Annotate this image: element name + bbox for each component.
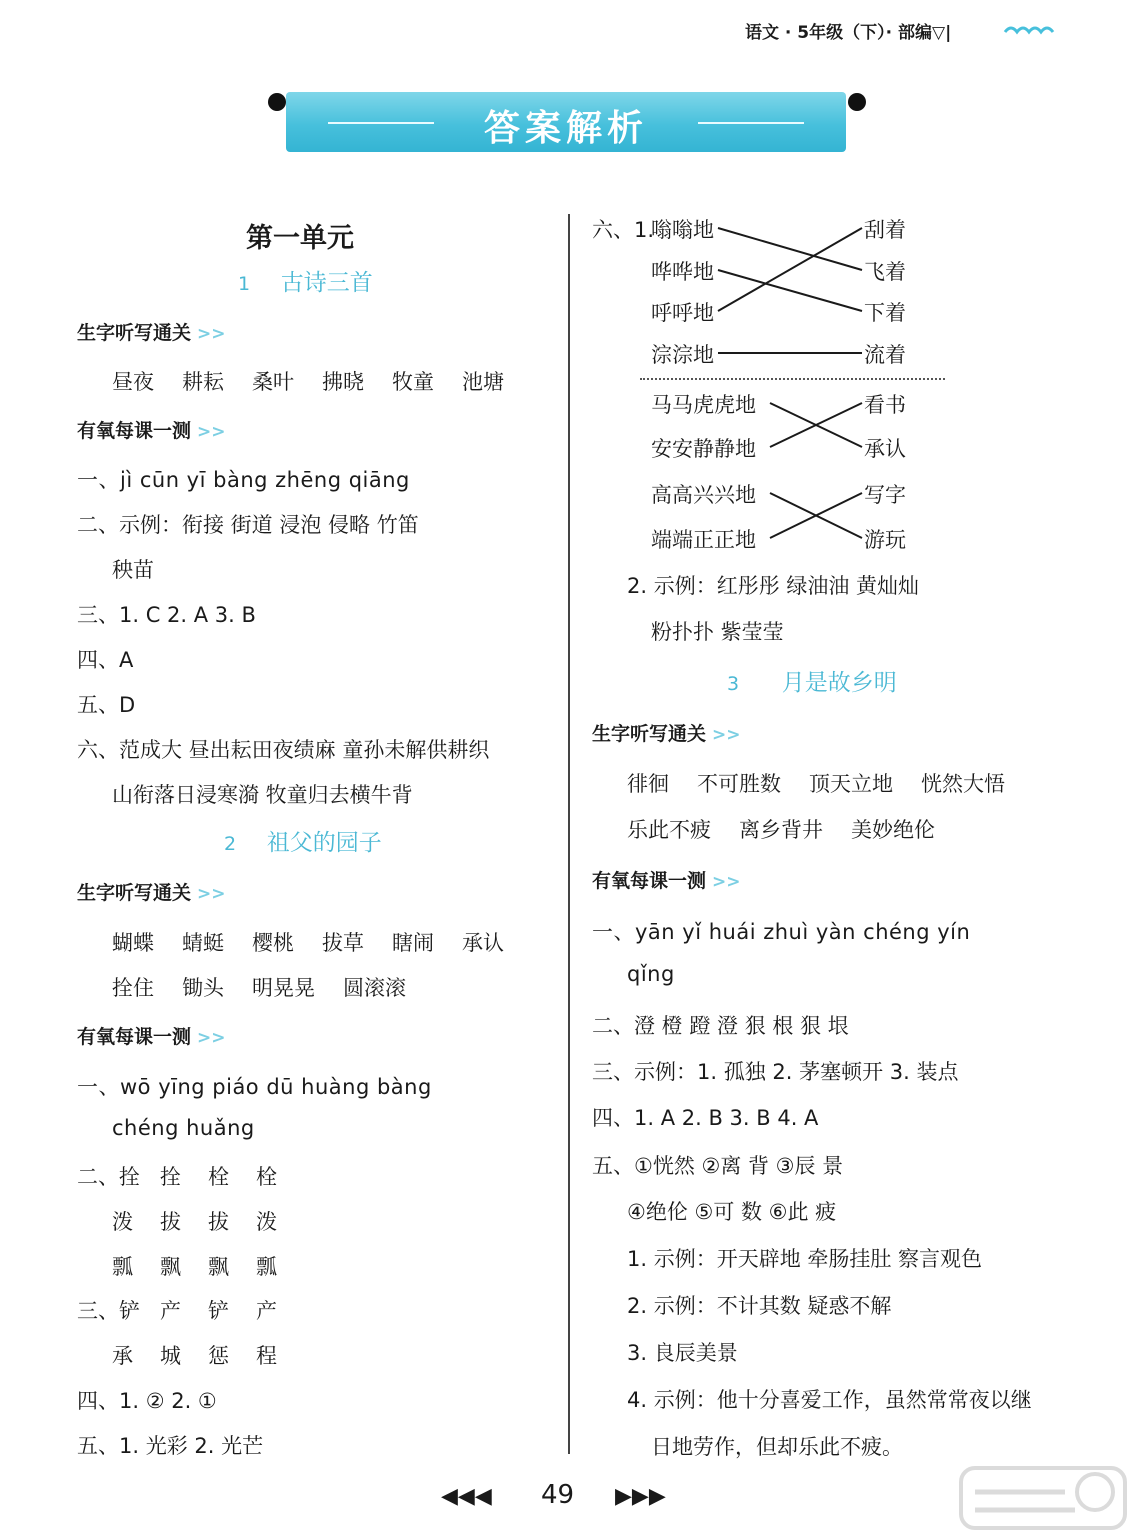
word-item: 离乡背井 (739, 818, 823, 842)
match-left-item: 哗哗地 (651, 260, 714, 284)
l3-q2: 二、澄 橙 蹬 澄 狠 根 狠 垠 (592, 1014, 849, 1038)
word-item: 樱桃 (252, 931, 294, 955)
grid-char: 瓢 (256, 1255, 277, 1279)
l1-q6: 六、范成大 昼出耘田夜绩麻 童孙未解供耕织 (77, 738, 490, 762)
banner-title: 答案解析 (483, 108, 648, 149)
word-item: 徘徊 (627, 772, 669, 796)
l3-q5-1: 1. 示例：开天辟地 牵肠挂肚 察言观色 (627, 1247, 983, 1271)
next-page-icon[interactable]: ▶▶▶ (615, 1484, 666, 1509)
word-item: 池塘 (462, 370, 504, 394)
grid-char: 程 (256, 1344, 277, 1368)
lesson-2-heading: 2 祖父的园子 (224, 830, 382, 856)
l3-words-1 (627, 768, 1033, 798)
l1-q5: 五、D (77, 693, 136, 717)
grid-char: 铲 (208, 1299, 229, 1323)
match-right-item: 下着 (864, 301, 906, 325)
grid-char: 承 (112, 1344, 133, 1368)
grid-char: 飘 (208, 1255, 229, 1279)
word-item: 不可胜数 (697, 772, 781, 796)
watermark-logo-icon (955, 1462, 1131, 1534)
match-right-item: 写字 (864, 483, 906, 507)
match-left-item: 马马虎虎地 (651, 393, 756, 417)
match-line (718, 228, 862, 270)
grid-char: 拔 (160, 1210, 181, 1234)
match-right-item: 看书 (864, 393, 906, 417)
grid-char: 二、拴 (77, 1165, 140, 1189)
l1-q2-cont: 秧苗 (112, 558, 154, 582)
unit-title: 第一单元 (246, 223, 354, 254)
l3-q5-2: 2. 示例：不计其数 疑惑不解 (627, 1294, 892, 1318)
q6-2: 2. 示例：红彤彤 绿油油 黄灿灿 (627, 574, 920, 598)
match-left-item: 高高兴兴地 (651, 483, 756, 507)
grid-char: 城 (160, 1344, 181, 1368)
grid-char: 飘 (160, 1255, 181, 1279)
match-left-item: 呼呼地 (651, 301, 714, 325)
match-right-item: 刮着 (864, 218, 906, 242)
word-item: 昼夜 (112, 370, 154, 394)
grid-char: 瓢 (112, 1255, 133, 1279)
l2-q1-cont: chéng huǎng (112, 1116, 255, 1140)
grid-char: 三、铲 (77, 1299, 140, 1323)
page-number: 49 (541, 1480, 575, 1510)
match-left-item: 淙淙地 (651, 343, 714, 367)
l3-q1: 一、yān yǐ huái zhuì yàn chéng yín (592, 920, 971, 944)
l3-q3: 三、示例：1. 孤独 2. 茅塞顿开 3. 装点 (592, 1060, 959, 1084)
word-item: 拂晓 (322, 370, 364, 394)
match-left-item: 嗡嗡地 (651, 218, 714, 242)
word-item: 恍然大悟 (921, 772, 1005, 796)
l1-q4: 四、A (77, 648, 134, 672)
section-dictation-3: 生字听写通关 >> (592, 723, 741, 745)
match-right-item: 飞着 (864, 260, 906, 284)
l3-words-2 (627, 814, 963, 844)
lesson-3-heading: 3 月是故乡明 (727, 670, 897, 696)
l3-q5-3: 3. 良辰美景 (627, 1341, 738, 1365)
match-right-item: 承认 (864, 437, 906, 461)
word-item: 牧童 (392, 370, 434, 394)
l1-q6-cont: 山衔落日浸寒漪 牧童归去横牛背 (112, 783, 413, 807)
l3-q1-cont: qǐng (627, 962, 675, 986)
l3-q5-4-cont: 日地劳作，但却乐此不疲。 (651, 1435, 903, 1459)
word-item: 蜻蜓 (182, 931, 224, 955)
word-item: 美妙绝伦 (851, 818, 935, 842)
word-item: 桑叶 (252, 370, 294, 394)
word-item: 拴住 (112, 976, 154, 1000)
word-item: 耕耘 (182, 370, 224, 394)
grid-char: 产 (256, 1299, 277, 1323)
grid-char: 拴 (160, 1165, 181, 1189)
grid-char: 产 (160, 1299, 181, 1323)
book-header: 语文 · 5年级（下）· 部编▽| (745, 23, 952, 43)
l3-q5-4: 4. 示例：他十分喜爱工作，虽然常常夜以继 (627, 1388, 1032, 1412)
l2-q5: 五、1. 光彩 2. 光芒 (77, 1434, 264, 1458)
l1-q2: 二、示例：衔接 街道 浸泡 侵略 竹笛 (77, 513, 419, 537)
section-quiz-2: 有氧每课一测 >> (77, 1026, 226, 1048)
match-right-item: 流着 (864, 343, 906, 367)
word-item: 瞎闹 (392, 931, 434, 955)
q6-label: 六、1. (592, 218, 655, 242)
q6-2-cont: 粉扑扑 紫莹莹 (651, 620, 784, 644)
match-left-item: 端端正正地 (651, 528, 756, 552)
word-item: 拔草 (322, 931, 364, 955)
l3-q5: 五、①恍然 ②离 背 ③辰 景 (592, 1154, 844, 1178)
word-item: 圆滚滚 (343, 976, 406, 1000)
l3-q5-cont: ④绝伦 ⑤可 数 ⑥此 疲 (627, 1200, 837, 1224)
word-item: 顶天立地 (809, 772, 893, 796)
grid-char: 泼 (256, 1210, 277, 1234)
grid-char: 惩 (208, 1344, 229, 1368)
section-quiz: 有氧每课一测 >> (77, 420, 226, 442)
grid-char: 栓 (256, 1165, 277, 1189)
word-item: 明晃晃 (252, 976, 315, 1000)
word-item: 蝴蝶 (112, 931, 154, 955)
word-item: 锄头 (182, 976, 224, 1000)
section-dictation: 生字听写通关 >> (77, 322, 226, 344)
grid-char: 拔 (208, 1210, 229, 1234)
prev-page-icon[interactable]: ◀◀◀ (441, 1484, 492, 1509)
section-dictation-2: 生字听写通关 >> (77, 882, 226, 904)
l2-q4: 四、1. ② 2. ① (77, 1389, 217, 1413)
word-item: 承认 (462, 931, 504, 955)
l2-q1: 一、wō yīng piáo dū huàng bàng (77, 1075, 432, 1099)
match-right-item: 游玩 (864, 528, 906, 552)
section-quiz-3: 有氧每课一测 >> (592, 870, 741, 892)
match-line (718, 270, 862, 311)
match-line (718, 228, 862, 311)
l1-q1: 一、jì cūn yī bàng zhēng qiāng (77, 468, 410, 492)
grid-char: 泼 (112, 1210, 133, 1234)
grid-char: 栓 (208, 1165, 229, 1189)
match-left-item: 安安静静地 (651, 437, 756, 461)
l3-q4: 四、1. A 2. B 3. B 4. A (592, 1106, 819, 1130)
l1-q3: 三、1. C 2. A 3. B (77, 603, 256, 627)
lesson-1-heading: 1 古诗三首 (238, 270, 373, 296)
word-item: 乐此不疲 (627, 818, 711, 842)
